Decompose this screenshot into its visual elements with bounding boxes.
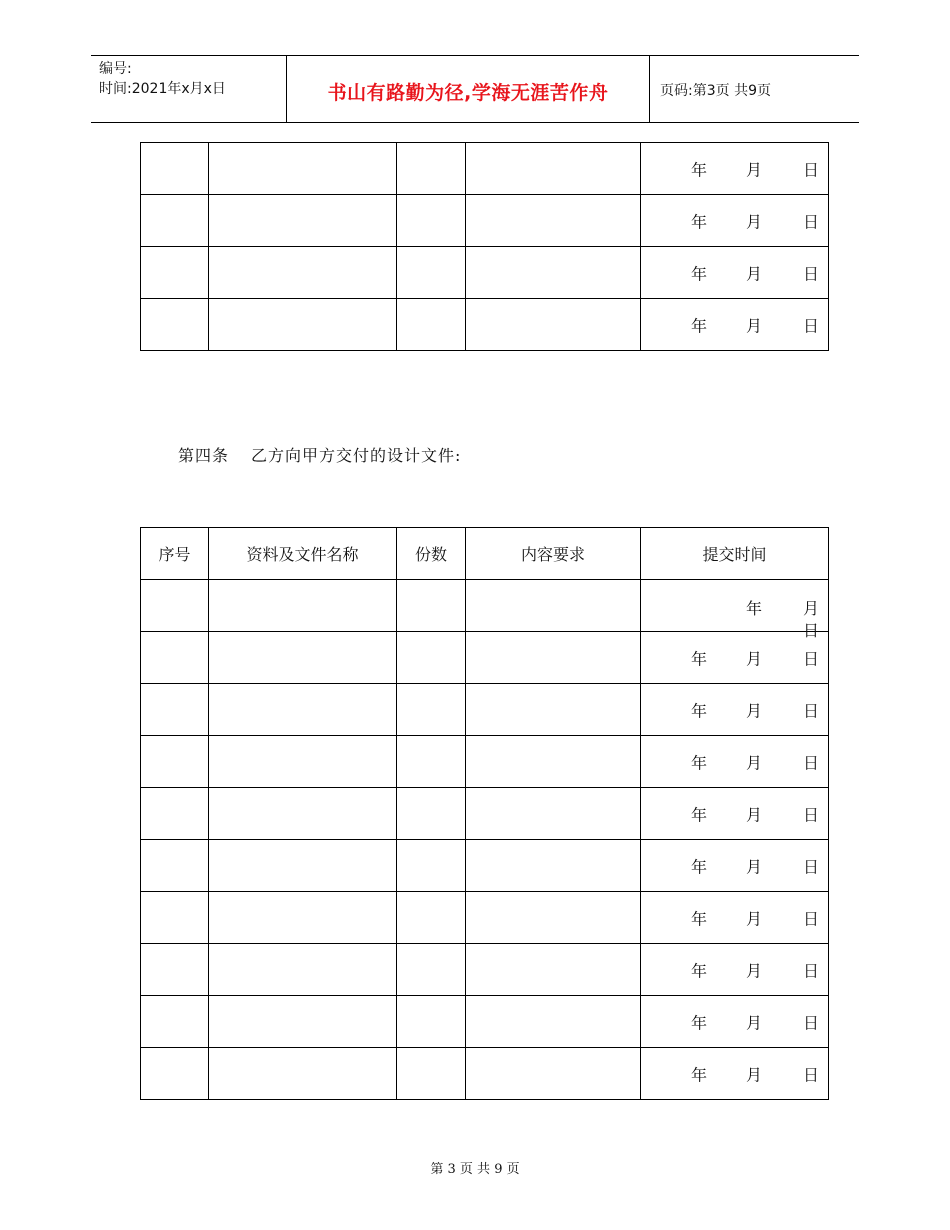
table-cell [397,1048,466,1100]
header-motto: 书山有路勤为径,学海无涯苦作舟 [287,56,650,122]
table-cell [466,247,641,299]
table-cell [141,736,209,788]
date-day: 日 [803,316,820,335]
date-month: 月 [803,599,820,618]
date-month: 月 [746,701,763,720]
date-year: 年 [691,160,708,179]
table-cell [397,892,466,944]
table-cell [397,684,466,736]
date-year: 年 [691,909,708,928]
date-year: 年 [691,753,708,772]
date-cell [641,1048,829,1100]
table-cell [209,840,397,892]
date-month: 月 [746,753,763,772]
table-row [141,195,829,247]
table-cell [209,944,397,996]
date-day: 日 [803,701,820,720]
table-cell [466,632,641,684]
table-cell [466,996,641,1048]
table-row [141,684,829,736]
table-cell [397,788,466,840]
table-cell [141,632,209,684]
date-cell [641,684,829,736]
header-submit-time: 提交时间 [641,528,829,580]
date-year: 年 [691,1013,708,1032]
date-day: 日 [803,961,820,980]
table-row [141,736,829,788]
table-cell [397,580,466,632]
table-cell [209,996,397,1048]
table-cell [209,580,397,632]
table-cell [209,247,397,299]
date-month: 月 [746,212,763,231]
date-year: 年 [691,961,708,980]
date-day: 日 [803,212,820,231]
table-cell [209,684,397,736]
date-cell [641,632,829,684]
header-doc-name: 资料及文件名称 [209,528,397,580]
date-day: 日 [803,1065,820,1084]
table-cell [141,840,209,892]
table-cell [466,580,641,632]
date-day: 日 [803,909,820,928]
table-row [141,944,829,996]
date-cell [641,580,829,640]
table-cell [141,299,209,351]
table-cell [397,143,466,195]
date-year: 年 [691,212,708,231]
date-cell [641,892,829,944]
header-time-label: 时间:2021年x月x日 [99,81,226,97]
table-cell [209,788,397,840]
header-meta [91,56,287,122]
date-month: 月 [746,1013,763,1032]
table-cell [141,195,209,247]
header-number-label: 编号: [99,61,132,77]
table-cell [397,247,466,299]
table-cell [466,195,641,247]
table-cell [209,892,397,944]
table-row [141,840,829,892]
date-day: 日 [803,264,820,283]
date-cell [641,996,829,1048]
date-day: 日 [803,649,820,668]
table-cell [209,143,397,195]
table-cell [397,736,466,788]
table-cell [397,996,466,1048]
table-cell [141,996,209,1048]
table-cell [397,840,466,892]
page-footer: 第 3 页 共 9 页 [430,1162,520,1177]
table-cell [397,632,466,684]
clause-text: 乙方向甲方交付的设计文件: [251,446,462,465]
date-year: 年 [691,701,708,720]
date-cell [641,736,829,788]
date-cell [641,195,829,247]
date-year: 年 [746,599,763,618]
table-row [141,996,829,1048]
table-row [141,143,829,195]
date-day: 日 [803,1013,820,1032]
table-cell [466,1048,641,1100]
page-header [91,55,859,123]
date-cell [641,788,829,840]
table-row [141,299,829,351]
table-cell [141,892,209,944]
table-row [141,247,829,299]
date-cell [641,143,829,195]
table-cell [466,788,641,840]
table-row [141,632,829,684]
date-cell [641,247,829,299]
deliverables-table [140,527,829,1100]
date-day: 日 [803,160,820,179]
header-content-req: 内容要求 [466,528,641,580]
continuation-table [140,142,829,351]
table-row [141,580,829,632]
date-month: 月 [746,961,763,980]
date-month: 月 [746,649,763,668]
date-cell [641,840,829,892]
table-row [141,788,829,840]
date-day: 日 [803,805,820,824]
table-cell [466,299,641,351]
table-cell [397,299,466,351]
date-day: 日 [803,621,820,640]
table-row [141,892,829,944]
table-cell [397,944,466,996]
date-year: 年 [691,1065,708,1084]
table-cell [141,684,209,736]
date-month: 月 [746,805,763,824]
date-year: 年 [691,805,708,824]
date-year: 年 [691,857,708,876]
date-year: 年 [691,316,708,335]
date-month: 月 [746,909,763,928]
table-cell [141,944,209,996]
header-seq: 序号 [141,528,209,580]
table-cell [466,944,641,996]
table-cell [397,195,466,247]
table-cell [209,1048,397,1100]
date-cell [641,944,829,996]
table-cell [466,736,641,788]
table-cell [466,840,641,892]
clause-heading [178,443,461,466]
table-cell [209,632,397,684]
date-year: 年 [691,264,708,283]
date-cell [641,299,829,351]
table-header-row [141,528,829,580]
date-month: 月 [746,857,763,876]
date-day: 日 [803,753,820,772]
table-cell [209,195,397,247]
table-cell [209,299,397,351]
header-page-info: 页码:第3页 共9页 [660,83,771,99]
date-day: 日 [803,857,820,876]
table-cell [466,684,641,736]
date-year: 年 [691,649,708,668]
table-cell [141,788,209,840]
table-cell [141,1048,209,1100]
date-month: 月 [746,1065,763,1084]
table-cell [466,143,641,195]
date-month: 月 [746,160,763,179]
clause-number: 第四条 [178,446,230,465]
date-month: 月 [746,264,763,283]
date-month: 月 [746,316,763,335]
table-cell [141,143,209,195]
table-row [141,1048,829,1100]
table-cell [141,247,209,299]
table-cell [466,892,641,944]
table-cell [141,580,209,632]
header-copies: 份数 [397,528,466,580]
table-cell [209,736,397,788]
